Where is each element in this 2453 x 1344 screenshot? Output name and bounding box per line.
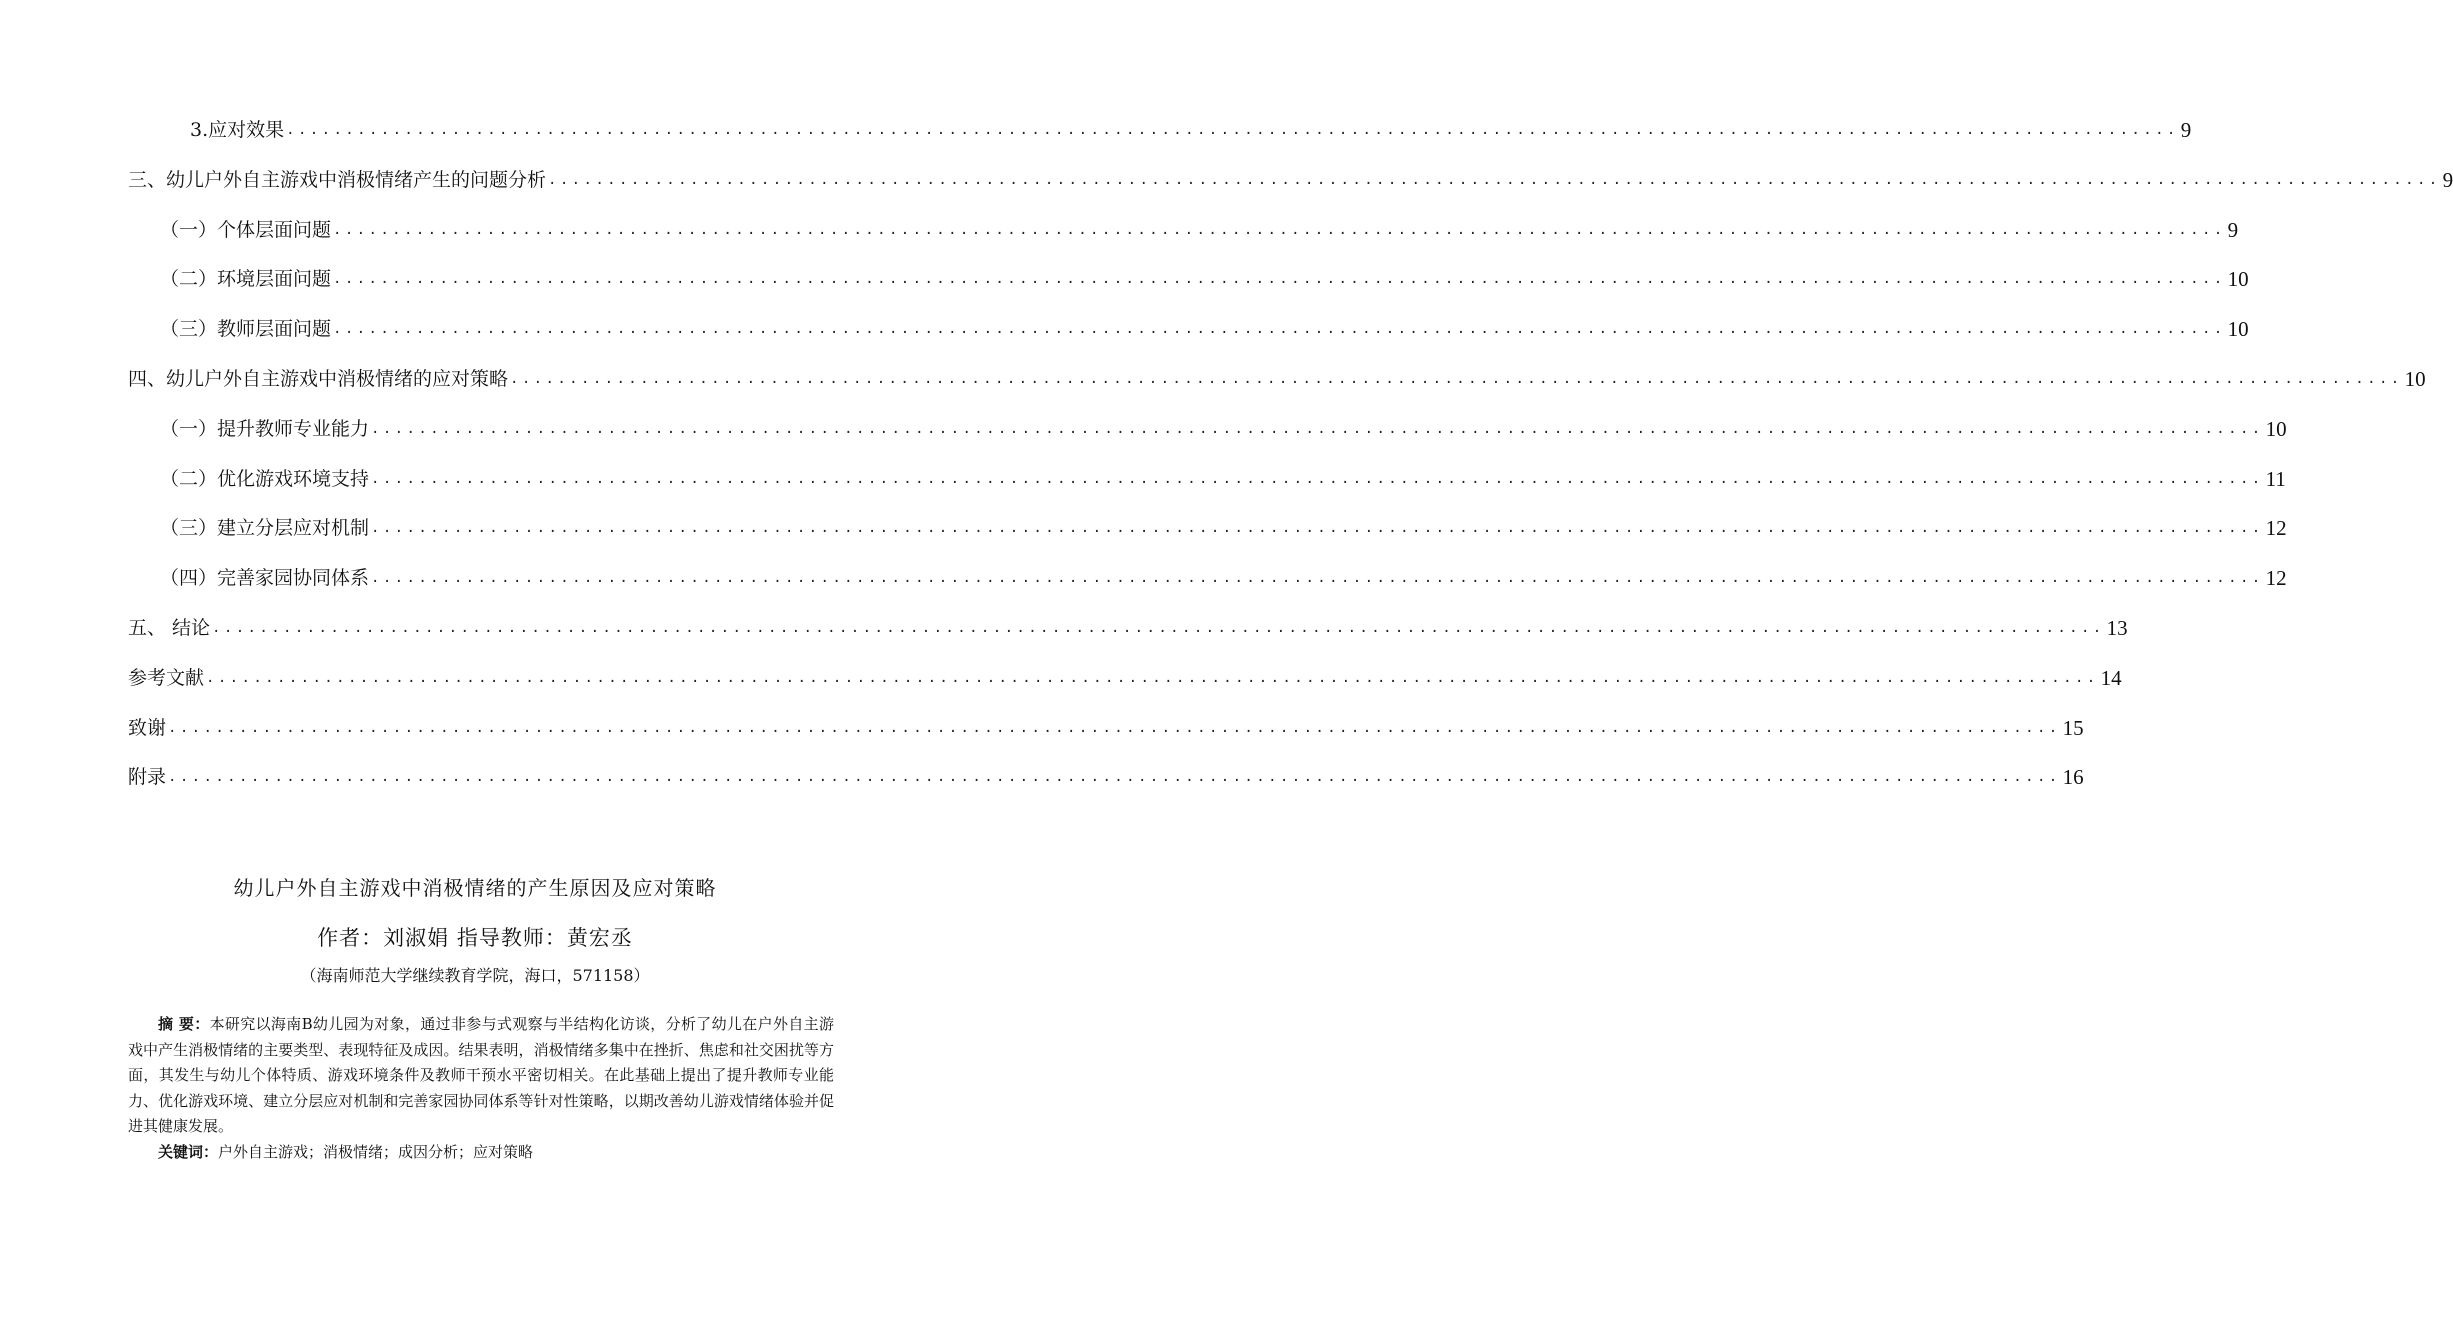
toc-entry[interactable] <box>160 464 2286 494</box>
toc-entry[interactable] <box>160 215 2239 245</box>
toc-leader-dots: ................................................................................................................................................................ <box>212 620 2105 636</box>
toc-entry[interactable] <box>160 563 2287 593</box>
toc-entry[interactable] <box>160 314 2249 344</box>
toc-page-number: 10 <box>2404 367 2426 391</box>
toc-page-number: 11 <box>2265 466 2286 491</box>
toc-leader-dots: ................................................................................................................................................................ <box>371 570 2264 587</box>
toc-entry[interactable] <box>128 364 2426 394</box>
keywords-text: 户外自主游戏；消极情绪；成因分析；应对策略 <box>218 1142 534 1161</box>
toc-page-number: 10 <box>2265 416 2287 441</box>
toc-leader-dots: ................................................................................................................................................................ <box>510 371 2403 387</box>
toc-leader-dots: ................................................................................................................................................................ <box>206 669 2099 686</box>
toc-entry-label: （二）优化游戏环境支持 <box>160 467 370 490</box>
toc-entry-label: （三）教师层面问题 <box>160 318 332 341</box>
toc-page-number: 10 <box>2227 267 2249 292</box>
article-title: 幼儿户外自主游戏中消极情绪的产生原因及应对策略 <box>233 876 717 900</box>
toc-entry[interactable] <box>128 762 2084 792</box>
toc-entry[interactable] <box>128 713 2084 743</box>
toc-page-number: 14 <box>2100 665 2122 690</box>
toc-leader-dots: ................................................................................................................................................................ <box>371 520 2264 537</box>
toc-leader-dots: ................................................................................................................................................................ <box>333 271 2226 288</box>
toc-leader-dots: ................................................................................................................................................................ <box>371 420 2264 437</box>
abstract-text: 本研究以海南B幼儿园为对象，通过非参与式观察与半结构化访谈，分析了幼儿在户外自主游戏中产生消极情绪的主要类型、表现特征及成因。结果表明，消极情绪多集中在挫折、焦虑和社交困扰等方面，其发生与幼儿个体特质、游戏环境条件及教师干预水平密切相关。在此基础上提出了提升教师专业能力、优化游戏环境、建立分层应对机制和完善家园协同体系等针对性策略，以期改善幼儿游戏情绪体验并促进其健康发展。 <box>128 1015 834 1135</box>
toc-page-number: 12 <box>2265 516 2287 541</box>
author-line: 作者：刘淑娟 指导教师：黄宏丞 <box>317 926 633 950</box>
toc-entry[interactable] <box>160 414 2287 444</box>
toc-entry[interactable] <box>128 165 2453 195</box>
toc-entry[interactable] <box>128 663 2122 693</box>
affiliation: （海南师范大学继续教育学院，海口，571158） <box>300 966 650 985</box>
toc-entry-label: （四）完善家园协同体系 <box>160 567 370 590</box>
toc-leader-dots: ................................................................................................................................................................ <box>286 122 2179 138</box>
toc-page-number: 9 <box>2442 167 2453 192</box>
toc-leader-dots: ................................................................................................................................................................ <box>168 769 2061 786</box>
keywords-paragraph <box>128 1140 834 1166</box>
toc-entry-label: 3.应对效果 <box>190 119 285 141</box>
toc-entry-label: （二）环境层面问题 <box>160 268 332 291</box>
keywords-label: 关键词： <box>158 1142 219 1161</box>
toc-entry[interactable] <box>160 513 2287 543</box>
toc-entry-label: 三、幼儿户外自主游戏中消极情绪产生的问题分析 <box>128 168 547 191</box>
toc-leader-dots: ................................................................................................................................................................ <box>371 470 2264 487</box>
toc-leader-dots: ................................................................................................................................................................ <box>548 171 2441 188</box>
toc-page-number: 10 <box>2227 317 2249 342</box>
toc-entry-label: （一）个体层面问题 <box>160 218 332 241</box>
toc-page-number: 16 <box>2062 765 2084 790</box>
toc-entry[interactable] <box>160 264 2249 294</box>
toc-entry-label: 参考文献 <box>128 666 205 689</box>
toc-entry-label: 五、 结论 <box>128 617 211 639</box>
toc-entry[interactable] <box>190 115 2192 145</box>
toc-page-number: 15 <box>2062 715 2084 740</box>
toc-page-number: 12 <box>2265 566 2287 591</box>
toc-entry-label: （三）建立分层应对机制 <box>160 517 370 540</box>
toc-page-number: 13 <box>2106 616 2128 640</box>
abstract-label: 摘 要： <box>158 1015 210 1033</box>
toc-entry-label: 致谢 <box>128 716 167 739</box>
toc-entry[interactable] <box>128 613 2128 643</box>
toc-leader-dots: ................................................................................................................................................................ <box>168 719 2061 736</box>
abstract-paragraph <box>128 1012 834 1140</box>
toc-entry-label: （一）提升教师专业能力 <box>160 417 370 440</box>
toc-page-number: 9 <box>2227 217 2239 242</box>
toc-entry-label: 四、幼儿户外自主游戏中消极情绪的应对策略 <box>128 368 509 390</box>
toc-entry-label: 附录 <box>128 766 167 789</box>
abstract-block <box>128 1012 834 1165</box>
toc-leader-dots: ................................................................................................................................................................ <box>333 221 2226 238</box>
toc-leader-dots: ................................................................................................................................................................ <box>333 321 2226 338</box>
toc-page-number: 9 <box>2180 118 2192 142</box>
